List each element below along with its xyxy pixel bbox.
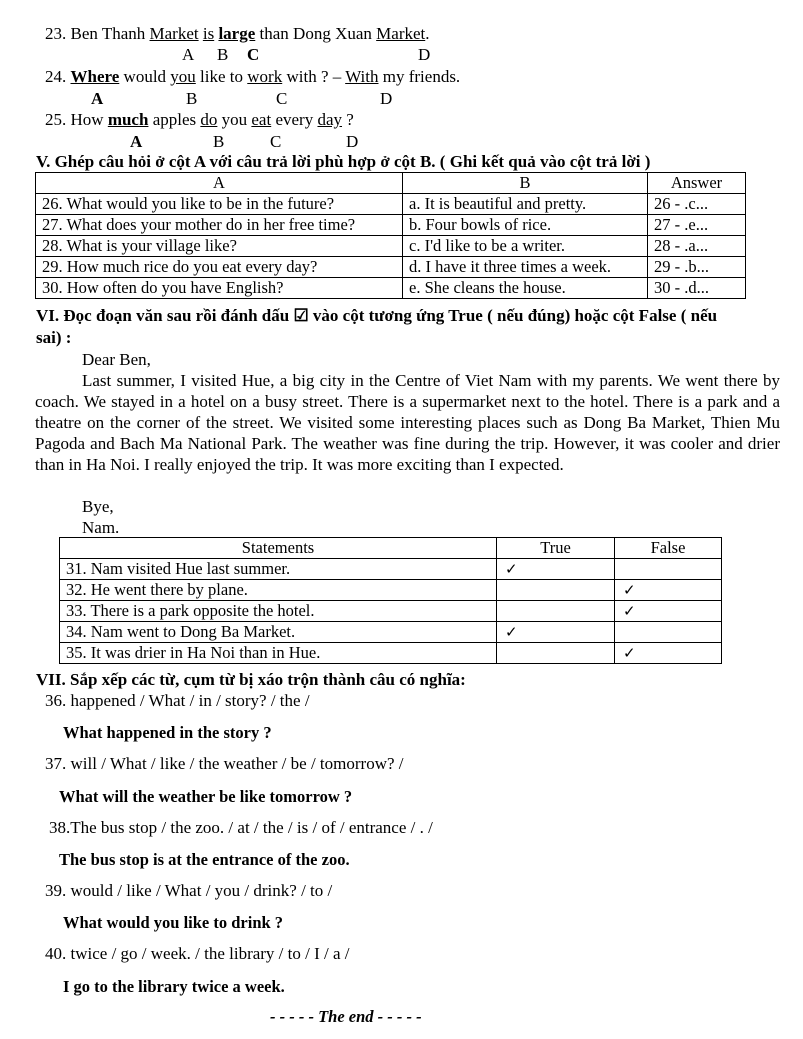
ordering-prompt-36: 36. happened / What / in / story? / the / — [45, 691, 310, 710]
letter-paragraph: Last summer, I visited Hue, a big city in the Centre of Viet Nam with my parents. We went there by coach. We stayed in a hotel on a busy street. There is a supermarket next to the hotel. There is a park and a theatre on the corner of the street. We visited some interesting places such as Dong Ba Market, Thien Mu Pagoda and Bach Ma National Park. The weather was fine during the trip. However, it was cooler and drier than in Ha Noi. I really enjoyed the trip. It was more exciting than I expected. — [35, 371, 780, 474]
option-d: day — [317, 110, 343, 129]
ordering-prompt-40: 40. twice / go / week. / the library / to / I / a / — [45, 944, 350, 963]
column-header-statements: Statements — [60, 538, 497, 559]
column-header-a: A — [36, 173, 403, 194]
table-row: 26. What would you like to be in the future? a. It is beautiful and pretty. 26 - .c... — [36, 194, 746, 215]
question-25: 25. How much apples do you eat every day ? — [45, 110, 354, 129]
column-header-false: False — [615, 538, 722, 559]
table-row: 32. He went there by plane. ✓ — [60, 580, 722, 601]
table-row: 30. How often do you have English? e. She cleans the house. 30 - .d... — [36, 278, 746, 299]
check-mark-icon: ✓ — [623, 644, 636, 662]
table-row: 34. Nam went to Dong Ba Market. ✓ — [60, 622, 722, 643]
option-a: much — [107, 110, 149, 129]
check-mark-icon: ✓ — [505, 623, 518, 641]
option-d: With — [345, 67, 379, 86]
question-23: 23. Ben Thanh Market is large than Dong Xuan Market. — [45, 24, 430, 43]
check-mark-icon: ✓ — [623, 581, 636, 599]
letter-closing: Bye, — [82, 497, 114, 516]
table-row: 27. What does your mother do in her free time? b. Four bowls of rice. 27 - .e... — [36, 215, 746, 236]
column-header-answer: Answer — [648, 173, 746, 194]
option-c: work — [247, 67, 283, 86]
section-6-title: VI. Đọc đoạn văn sau rồi đánh dấu ☑ vào cột tương ứng True ( nếu đúng) hoặc cột False ( nếu — [36, 306, 718, 325]
option-a: Market — [149, 24, 199, 43]
check-mark-icon: ✓ — [505, 560, 518, 578]
table-row: 31. Nam visited Hue last summer. ✓ — [60, 559, 722, 580]
table-header-row — [60, 538, 722, 559]
table-row: 28. What is your village like? c. I'd like to be a writer. 28 - .a... — [36, 236, 746, 257]
ordering-answer-39: What would you like to drink ? — [63, 913, 284, 932]
letter-signature: Nam. — [82, 518, 120, 537]
check-mark-icon: ✓ — [623, 602, 636, 620]
table-header-row — [36, 173, 746, 194]
table-row: 29. How much rice do you eat every day? d. I have it three times a week. 29 - .b... — [36, 257, 746, 278]
option-c: eat — [251, 110, 272, 129]
section-5-title: V. Ghép câu hỏi ở cột A với câu trả lời phù hợp ở cột B. ( Ghi kết quả vào cột trả lời ) — [36, 152, 651, 171]
section-7-title: VII. Sắp xếp các từ, cụm từ bị xáo trộn thành câu có nghĩa: — [36, 670, 466, 689]
ordering-answer-36: What happened in the story ? — [63, 723, 272, 742]
section-6-title-continued: sai) : — [36, 328, 72, 347]
option-b: do — [200, 110, 218, 129]
end-marker: - - - - - The end - - - - - — [270, 1007, 422, 1026]
option-b: is — [202, 24, 215, 43]
column-header-b: B — [403, 173, 648, 194]
letter-greeting: Dear Ben, — [82, 350, 151, 369]
ordering-answer-40: I go to the library twice a week. — [63, 977, 285, 996]
table-row: 33. There is a park opposite the hotel. ✓ — [60, 601, 722, 622]
matching-table — [35, 172, 746, 299]
option-d: Market — [376, 24, 426, 43]
ordering-prompt-39: 39. would / like / What / you / drink? / to / — [45, 881, 333, 900]
ordering-answer-37: What will the weather be like tomorrow ? — [59, 787, 353, 806]
ordering-answer-38: The bus stop is at the entrance of the zoo. — [59, 850, 350, 869]
option-a: Where — [70, 67, 120, 86]
ordering-prompt-37: 37. will / What / like / the weather / be / tomorrow? / — [45, 754, 404, 773]
table-row: 35. It was drier in Ha Noi than in Hue. ✓ — [60, 643, 722, 664]
true-false-table — [59, 537, 722, 664]
ordering-prompt-38: 38.The bus stop / the zoo. / at / the / is / of / entrance / . / — [49, 818, 433, 837]
option-c: large — [218, 24, 256, 43]
option-b: you — [170, 67, 196, 86]
column-header-true: True — [497, 538, 615, 559]
question-24: 24. Where would you like to work with ? – With my friends. — [45, 67, 461, 86]
